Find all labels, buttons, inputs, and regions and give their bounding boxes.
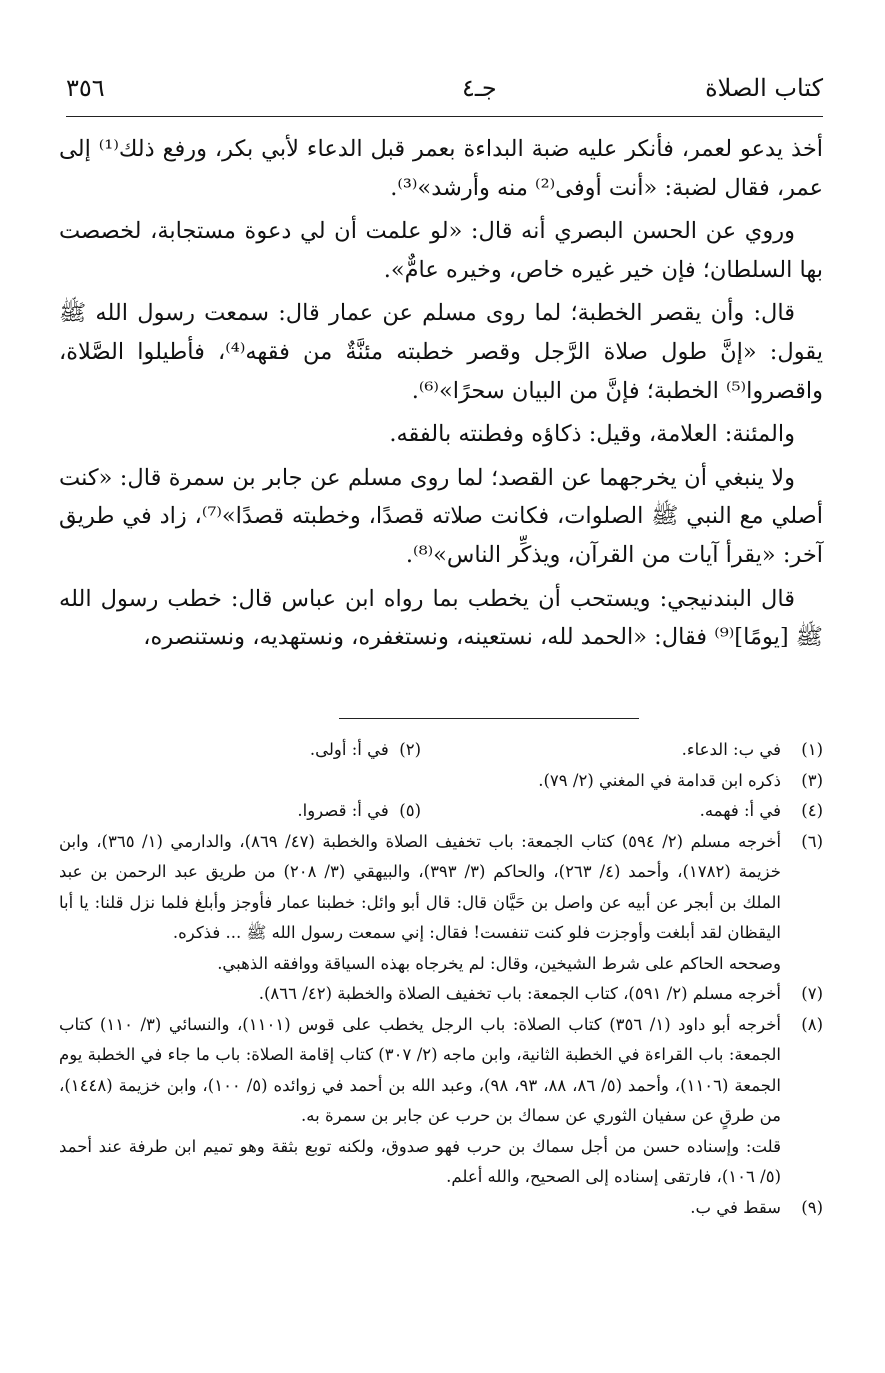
- footnote-text: في ب: الدعاء.: [681, 740, 781, 759]
- footnotes: [59, 735, 823, 1223]
- footnote-text: أخرجه أبو داود (١/ ٣٥٦) كتاب الصلاة: باب الرجل يخطب على قوس (١١٠١)، والنسائي (٣/ ١١٠) كتاب الجمعة: باب القراءة في الخطبة الثانية، وابن ماجه (٢/ ٣٠٧) كتاب إقامة الصلاة: باب ما جاء في الخطبة يوم الجمعة (١١٠٦)، وأحمد (٥/ ٨٦، ٨٨، ٩٣، ٩٨)، وعبد الله بن أحمد في زوائده (٥/ ١٠٠)، وابن خزيمة (١٤٤٨)، من طرقٍ عن سفيان الثوري عن سماك بن حرب عن جابر بن سمرة به.: [59, 1014, 782, 1125]
- footnote-text: في أ: قصروا.: [297, 801, 389, 820]
- paragraph: قال: وأن يقصر الخطبة؛ لما روى مسلم عن عمار قال: سمعت رسول الله ﷺ يقول: «إنَّ طول صلاة الرَّجل وقصر خطبته مئنَّةٌ من فقهه⁽⁴⁾، فأطيلوا الصَّلاة، واقصروا⁽⁵⁾ الخطبة؛ فإنَّ من البيان سحرًا»⁽⁶⁾.: [59, 300, 823, 404]
- footnote-number: (٤): [801, 801, 823, 820]
- footnote-number: (٢): [399, 740, 421, 759]
- main-text: [59, 130, 823, 662]
- footnote-text: في أ: فهمه.: [699, 801, 781, 820]
- running-header: [66, 68, 823, 108]
- page-number: ٣٥٦: [66, 74, 105, 102]
- volume-label: جـ٤: [462, 74, 497, 102]
- footnote-row: [59, 735, 823, 766]
- paragraph: والمئنة: العلامة، وقيل: ذكاؤه وفطنته بالفقه.: [389, 421, 795, 448]
- footnote-text: ذكره ابن قدامة في المغني (٢/ ٧٩).: [538, 770, 781, 790]
- footnote-number: (٣): [801, 770, 823, 790]
- paragraph: وروي عن الحسن البصري أنه قال: «لو علمت أن لي دعوة مستجابة، لخصصت بها السلطان؛ فإن خير غيره خاص، وخيره عامٌّ».: [59, 218, 823, 283]
- footnote-rule: [339, 718, 639, 719]
- paragraph: ولا ينبغي أن يخرجهما عن القصد؛ لما روى مسلم عن جابر بن سمرة قال: «كنت أصلي مع النبي ﷺ الصلوات، فكانت صلاته قصدًا، وخطبته قصدًا»⁽⁷⁾، زاد في طريق آخر: «يقرأ آيات من القرآن، ويذكِّر الناس»⁽⁸⁾.: [59, 464, 823, 568]
- book-title: كتاب الصلاة: [705, 74, 823, 102]
- footnote-row: [59, 827, 823, 980]
- footnote-number: (٧): [801, 984, 823, 1003]
- footnote-row: [59, 1193, 823, 1224]
- header-rule: [66, 116, 823, 117]
- paragraph: أخذ يدعو لعمر، فأنكر عليه ضبة البداءة بعمر قبل الدعاء لأبي بكر، ورفع ذلك⁽¹⁾ إلى عمر، فقال لضبة: «أنت أوفى⁽²⁾ منه وأرشد»⁽³⁾.: [59, 136, 823, 201]
- footnote-row: [59, 766, 823, 797]
- footnote-text: سقط في ب.: [690, 1197, 781, 1217]
- footnote-row: [59, 796, 823, 827]
- paragraph: قال البندنيجي: ويستحب أن يخطب بما رواه ابن عباس قال: خطب رسول الله ﷺ [يومًا]⁽⁹⁾ فقال: «الحمد لله، نستعينه، ونستغفره، ونستهديه، ونستنصره،: [59, 585, 823, 651]
- footnote-number: (٥): [399, 801, 421, 820]
- footnote-text: في أ: أولى.: [309, 740, 389, 759]
- footnote-number: (٨): [801, 1014, 823, 1034]
- footnote-text: أخرجه مسلم (٢/ ٥٩٤) كتاب الجمعة: باب تخفيف الصلاة والخطبة (٤٧/ ٨٦٩)، والدارمي (١/ ٣٦٥)، وابن خزيمة (١٧٨٢)، وأحمد (٤/ ٢٦٣)، والحاكم (٣/ ٣٩٣)، والبيهقي (٣/ ٢٠٨) من طريق عبد الرحمن بن عبد الملك بن أبجر عن أبيه عن واصل بن حَيَّان قال: قال أبو وائل: خطبنا عمار فأوجز وأبلغ فلما نزل قلنا: يا أبا اليقظان لقد أبلغت وأوجزت فلو كنت تنفست! فقال: إني سمعت رسول الله ﷺ ... فذكره.: [59, 831, 782, 942]
- footnote-row: [59, 1010, 823, 1193]
- footnote-text: وصححه الحاكم على شرط الشيخين، وقال: لم يخرجاه بهذه السياقة ووافقه الذهبي.: [217, 953, 781, 973]
- footnote-number: (٩): [801, 1197, 823, 1217]
- footnote-number: (٦): [801, 831, 823, 851]
- footnote-text: قلت: وإسناده حسن من أجل سماك بن حرب فهو صدوق، ولكنه توبع بثقة وهو تميم ابن طرفة عند أحمد (٥/ ١٠٦)، فارتقى إسناده إلى الصحيح، والله أعلم.: [59, 1136, 781, 1186]
- footnote-row: [59, 979, 823, 1010]
- footnote-number: (١): [801, 740, 823, 759]
- footnote-text: أخرجه مسلم (٢/ ٥٩١)، كتاب الجمعة: باب تخفيف الصلاة والخطبة (٤٢/ ٨٦٦).: [258, 984, 781, 1003]
